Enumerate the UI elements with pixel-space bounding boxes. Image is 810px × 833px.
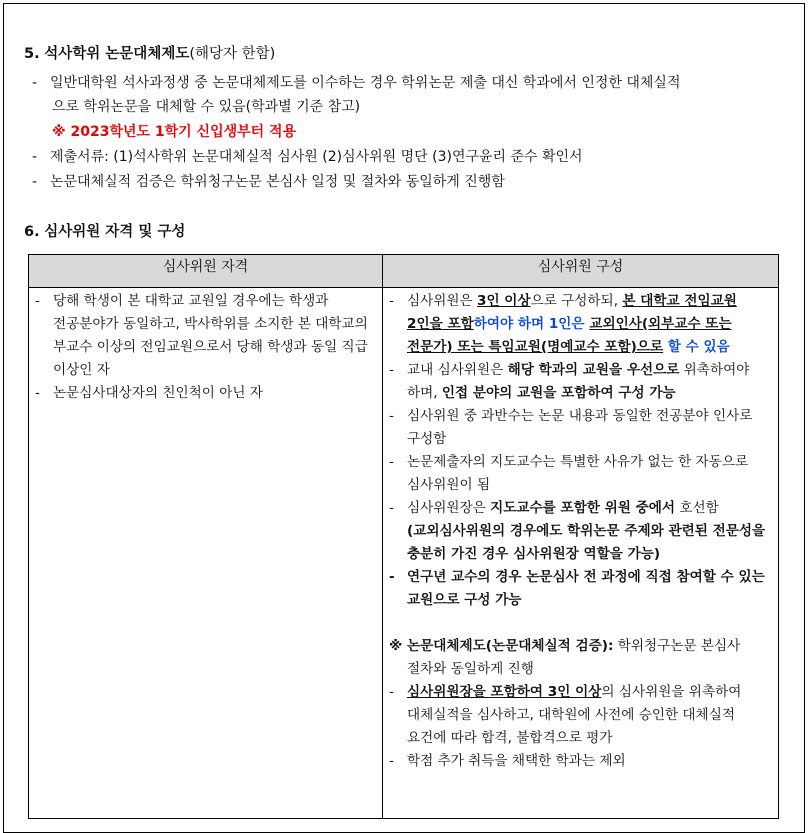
header-qualification: 심사위원 자격 <box>29 255 383 288</box>
composition-item-2: - 교내 심사위원은 해당 학과의 교원을 우선으로 위촉하여야 하며, 인접 분야의 교원을 포함하여 구성 가능 <box>389 362 750 401</box>
section5-title-note: (해당자 한함) <box>189 46 276 62</box>
composition-item-8: - 학점 추가 취득을 채택한 학과는 제외 <box>389 753 626 769</box>
header-composition: 심사위원 구성 <box>383 255 779 288</box>
section5-notice: ※ 2023학년도 1학기 신입생부터 적용 <box>52 124 297 140</box>
section5-item-1: - 일반대학원 석사과정생 중 논문대체제도를 이수하는 경우 학위논문 제출 대신 학과에서 인정한 대체실적 <box>32 75 681 91</box>
section6-title: 심사위원 자격 및 구성 <box>44 224 186 240</box>
alternative-note: ※ 논문대체제도(논문대체실적 검증): 학위청구논문 본심사 절차와 동일하게 진행 <box>389 638 741 677</box>
qualification-cell <box>29 288 383 819</box>
composition-cell <box>383 288 779 819</box>
section5-title: 석사학위 논문대체제도 <box>44 46 190 62</box>
section5-heading <box>24 43 275 65</box>
composition-item-1: - 심사위원은 3인 이상으로 구성하되, 본 대학교 전임교원 2인을 포함하여야 하며 1인은 교외인사(외부교수 또는 전문가) 또는 특임교원(명예교수 포함)으로 할 수 있음 <box>389 293 737 355</box>
committee-table <box>28 254 779 819</box>
section6-heading: 6. 심사위원 자격 및 구성 <box>24 224 186 240</box>
qualification-item-2: - 논문심사대상자의 친인척이 아닌 자 <box>35 385 263 401</box>
composition-item-5: - 심사위원장은 지도교수를 포함한 위원 중에서 호선함 (교외심사위원의 경우에도 학위논문 주제와 관련된 전문성을 충분히 가진 경우 심사위원장 역할을 가능) <box>389 500 766 562</box>
composition-item-3: - 심사위원 중 과반수는 논문 내용과 동일한 전공분야 인사로 구성함 <box>389 408 753 447</box>
section5-number: 5. <box>24 46 40 62</box>
section5-item-2: - 제출서류: (1)석사학위 논문대체실적 심사원 (2)심사위원 명단 (3)연구윤리 준수 확인서 <box>32 149 583 165</box>
section5-item-3: - 논문대체실적 검증은 학위청구논문 본심사 일정 및 절차와 동일하게 진행함 <box>32 174 505 190</box>
composition-item-6: - 연구년 교수의 경우 논문심사 전 과정에 직접 참여할 수 있는 교원으로 구성 가능 <box>389 569 765 608</box>
composition-item-7: - 심사위원장을 포함하여 3인 이상의 심사위원을 위촉하여 대체실적을 심사하고, 대학원에 사전에 승인한 대체실적 요건에 따라 합격, 불합격으로 평가 <box>389 684 742 746</box>
section5-item-1-cont: 으로 학위논문을 대체할 수 있음(학과별 기준 참고) <box>52 99 361 115</box>
qualification-item-1: - 당해 학생이 본 대학교 교원일 경우에는 학생과 전공분야가 동일하고, 박사학위를 소지한 본 대학교의 부교수 이상의 전임교원으로서 당해 학생과 동일 직급 이상인 자 <box>35 293 368 378</box>
composition-item-4: - 논문제출자의 지도교수는 특별한 사유가 없는 한 자동으로 심사위원이 됨 <box>389 454 749 493</box>
